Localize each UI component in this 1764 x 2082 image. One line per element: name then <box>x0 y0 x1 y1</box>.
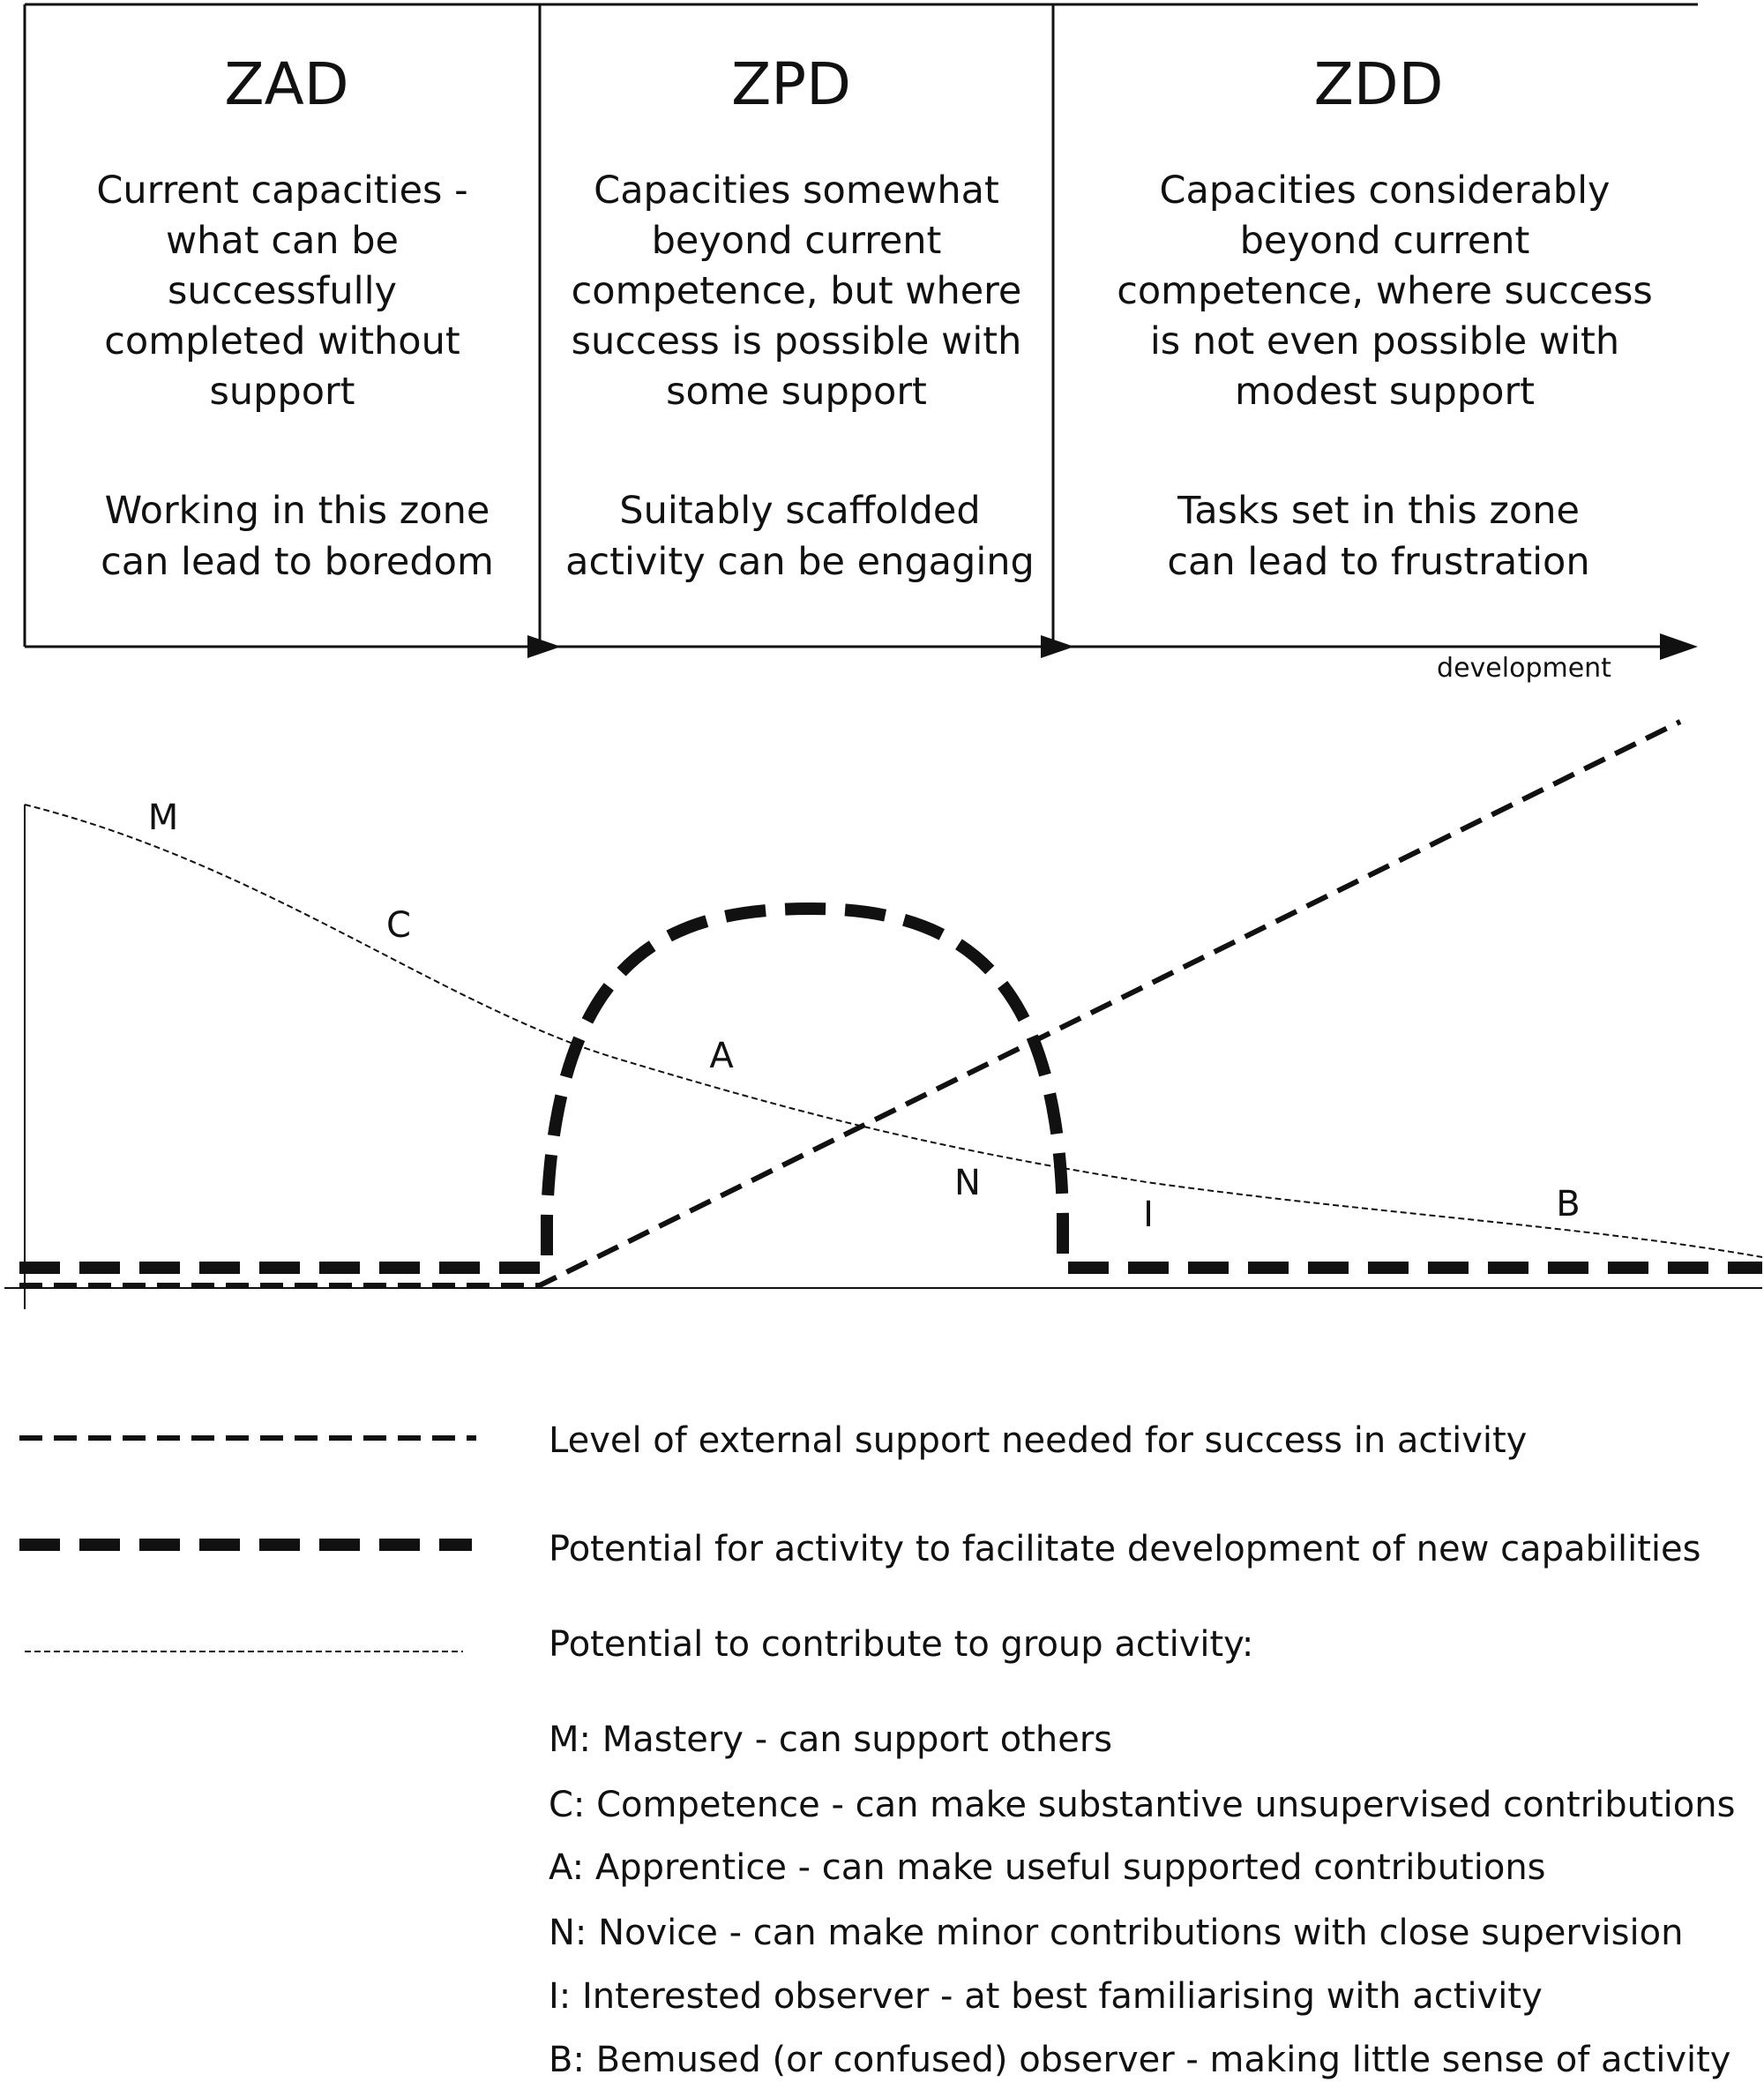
zone-description-line: is not even possible with <box>1149 319 1620 363</box>
zone-description-line: some support <box>666 370 927 414</box>
contribution-code-line: C: Competence - can make substantive unsupervised contributions <box>549 1785 1736 1825</box>
zone-column-zdd <box>1117 50 1653 584</box>
zone-description-line: competence, but where <box>571 269 1022 313</box>
zone-description-line: modest support <box>1235 370 1535 414</box>
contribution-code-line: A: Apprentice - can make useful supported contributions <box>549 1847 1546 1888</box>
contribution-code-line: B: Bemused (or confused) observer - making little sense of activity <box>549 2040 1731 2080</box>
zone-title: ZAD <box>224 50 349 118</box>
group-contribution-curve <box>25 805 1762 1257</box>
contribution-code-line: I: Interested observer - at best familiarising with activity <box>549 1976 1543 2017</box>
curve-letter-a: A <box>709 1036 734 1076</box>
external-support-curve <box>19 722 1680 1285</box>
zone-note-line: can lead to boredom <box>101 540 494 584</box>
contribution-code-line: N: Novice - can make minor contributions with close supervision <box>549 1913 1684 1953</box>
zone-description-line: Current capacities - <box>96 169 468 213</box>
legend-label: Potential for activity to facilitate development of new capabilities <box>549 1529 1701 1569</box>
graph <box>4 722 1762 1309</box>
development-arrowhead-icon <box>1660 633 1698 660</box>
zone-column-zad <box>96 50 494 584</box>
arrowhead-icon <box>1041 635 1074 658</box>
zone-note-line: Suitably scaffolded <box>619 489 981 533</box>
zone-description-line: Capacities somewhat <box>594 169 999 213</box>
zone-note-line: activity can be engaging <box>565 540 1035 584</box>
zone-description-line: beyond current <box>651 219 942 263</box>
zone-description-line: what can be <box>166 219 399 263</box>
contribution-code-line: M: Mastery - can support others <box>549 1719 1113 1760</box>
legend <box>19 1420 1735 2080</box>
zone-description-line: success is possible with <box>571 319 1022 363</box>
zone-note-line: can lead to frustration <box>1167 540 1590 584</box>
curve-letter-i: I <box>1143 1195 1154 1235</box>
zone-column-zpd <box>565 50 1035 584</box>
development-potential-curve <box>19 909 1762 1268</box>
zone-description-line: completed without <box>104 319 460 363</box>
zone-description-line: Capacities considerably <box>1159 169 1611 213</box>
curve-letter-n: N <box>954 1163 981 1203</box>
zone-description-line: competence, where success <box>1117 269 1653 313</box>
curve-letter-m: M <box>147 798 179 838</box>
zone-description-line: beyond current <box>1239 219 1530 263</box>
zone-description-line: successfully <box>168 269 397 313</box>
zone-title: ZDD <box>1313 50 1444 118</box>
legend-label: Level of external support needed for success in activity <box>549 1420 1528 1461</box>
legend-label: Potential to contribute to group activity: <box>549 1624 1254 1665</box>
zone-note-line: Working in this zone <box>104 489 490 533</box>
arrowhead-icon <box>527 635 561 658</box>
zone-title: ZPD <box>731 50 851 118</box>
zone-description-line: support <box>209 370 355 414</box>
zone-note-line: Tasks set in this zone <box>1177 489 1580 533</box>
curve-letter-b: B <box>1556 1184 1581 1224</box>
curve-letter-c: C <box>386 905 411 946</box>
development-axis-label: development <box>1437 653 1611 684</box>
